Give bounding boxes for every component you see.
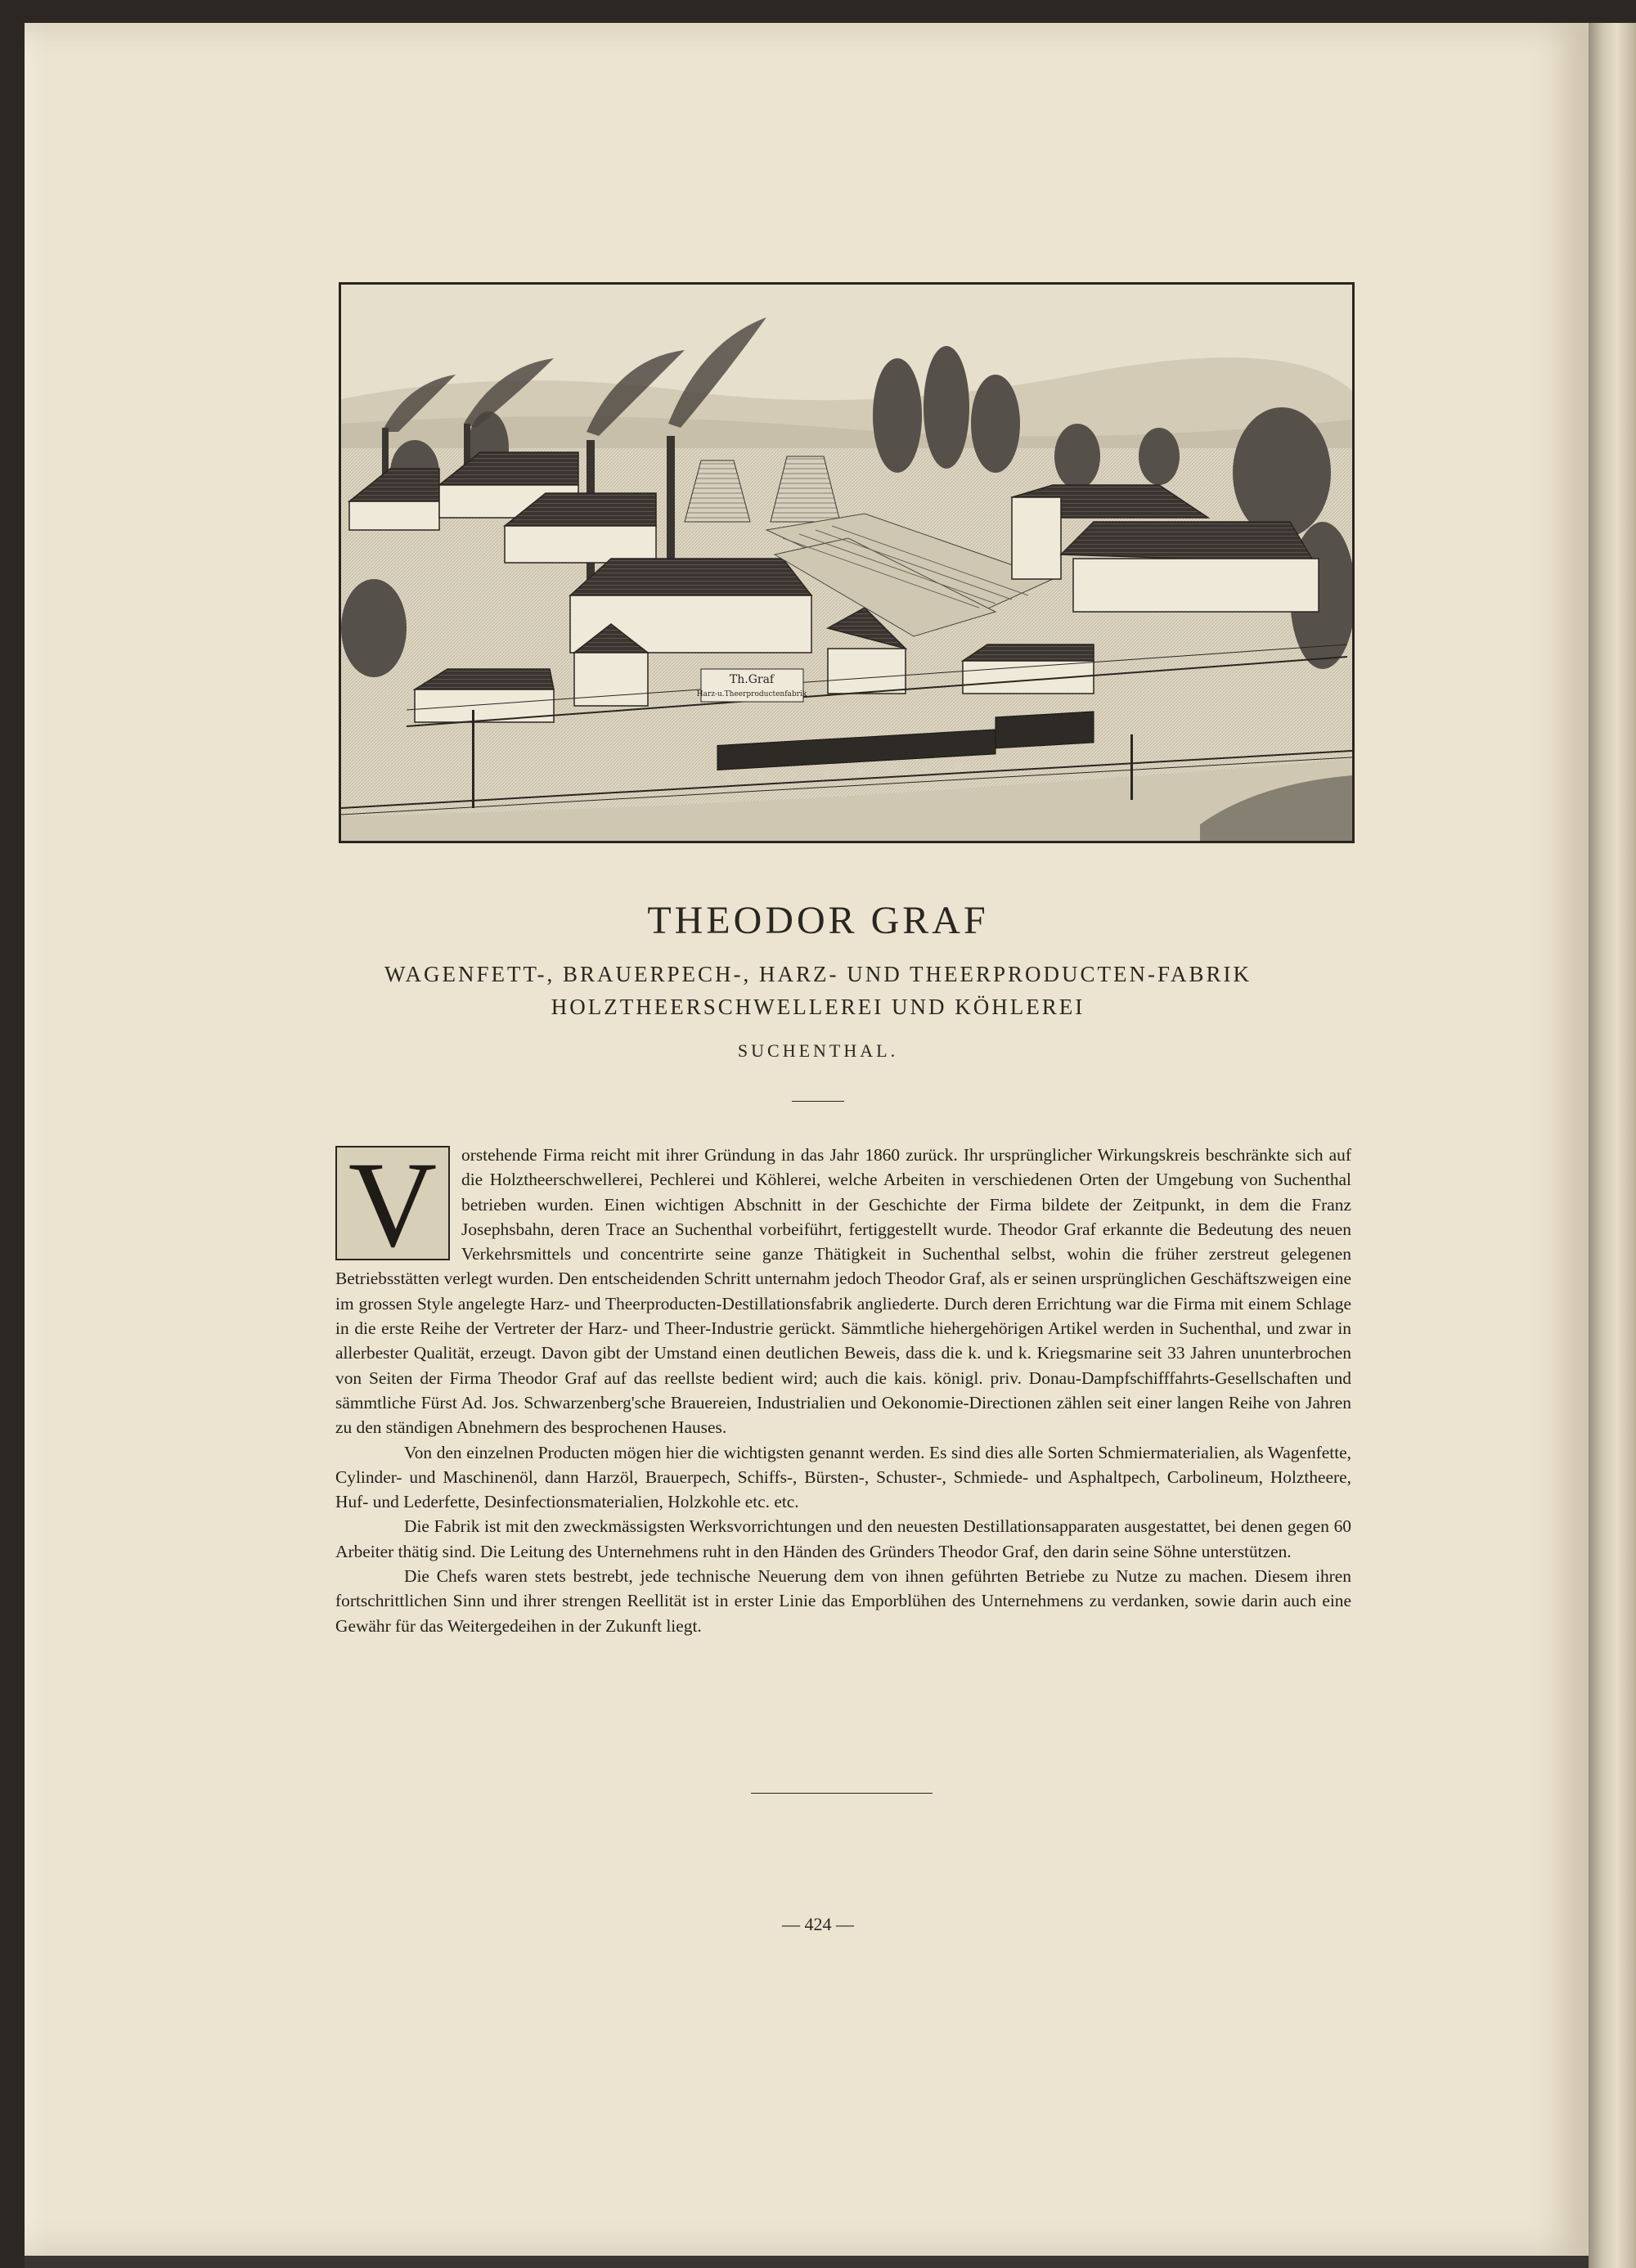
factory-sign-subtitle: Harz-u.Theerproductenfabrik	[696, 690, 807, 698]
initial-letter: V	[348, 1137, 438, 1273]
paragraph-3: Die Fabrik ist mit den zweckmässigsten Werksvorrichtungen und den neuesten Destillationsapparaten ausgestattet, bei denen gegen 60 Arbeiter thätig sind. Die Leitung des Unternehmens ruht in den Händen des Gründers Theodor Graf, den darin seine Söhne unterstützen.	[335, 1516, 1351, 1561]
paragraph-1	[335, 1137, 1351, 1440]
location: SUCHENTHAL.	[737, 1040, 899, 1061]
subtitle-line-1: WAGENFETT-, BRAUERPECH-, HARZ- UND THEERPRODUCTEN-FABRIK	[384, 962, 1252, 986]
end-rule	[751, 1793, 933, 1794]
page-title: THEODOR GRAF	[647, 899, 989, 942]
factory-engraving-drawing	[341, 285, 1352, 841]
factory-sign-name: Th.Graf	[729, 673, 775, 686]
scan-background-top	[0, 0, 1636, 23]
article-body	[335, 1137, 1351, 1638]
paragraph-2: Von den einzelnen Producten mögen hier die wichtigsten genannt werden. Es sind dies alle Sorten Schmiermaterialien, als Wagenfette, Cylinder- und Maschinenöl, dann Harzöl, Brauerpech, Schiffs-, Bürsten-, Schuster-, Schmiede- und Asphaltpech, Carbolineum, Holztheere, Huf- und Lederfette, Desinfectionsmaterialien, Holzkohle etc. etc.	[335, 1442, 1351, 1512]
paragraph-1-text: orstehende Firma reicht mit ihrer Gründung in das Jahr 1860 zurück. Ihr ursprünglicher Wirkungskreis beschränkte sich auf die Holztheerschwellerei, Pechlerei und Köhlerei, welche Arbeiten in verschiedenen Orten der Umgebung von Suchenthal betrieben wurden. Einen wichtigen Abschnitt in der Geschichte der Firma bildete der Zeitpunkt, in dem die Franz Josephsbahn, deren Trace an Suchenthal vorbeiführt, fertiggestellt wurde. Theodor Graf erkannte die Bedeutung des neuen Verkehrsmittels und concentrirte seine ganze Thätigkeit in Suchenthal selbst, wohin die früher zerstreut gelegenen Betriebsstätten verlegt wurden. Den entscheidenden Schritt unternahm jedoch Theodor Graf, als er seinen ursprünglichen Geschäftszweigen eine im grossen Style angelegte Harz- und Theerproducten-Destillationsfabrik angliederte. Durch deren Errichtung war die Firma mit einem Schlage in die erste Reihe der Vertreter der Harz- und Theer-Industrie gerückt. Sämmtliche hiehergehörigen Artikel werden in Suchenthal, und zwar in allerbester Qualität, erzeugt. Davon gibt der Umstand einen deutlichen Beweis, dass die k. und k. Kriegsmarine seit 33 Jahren ununterbrochen von Seiten der Firma Theodor Graf auf das reellste bedient wird; auch die kais. königl. priv. Donau-Dampfschifffahrts-Gesellschaften und sämmtliche Fürst Ad. Jos. Schwarzenberg'sche Brauereien, Industrialien und Oekonomie-Directionen zählen seit einer langen Reihe von Jahren zu den ständigen Abnehmern des besprochenen Hauses.	[335, 1145, 1351, 1438]
ornamental-initial	[335, 1137, 450, 1273]
title-divider	[792, 1101, 844, 1102]
page-number: — 424 —	[782, 1914, 854, 1934]
paragraph-4: Die Chefs waren stets bestrebt, jede technische Neuerung dem von ihnen geführten Betriebe zu Nutze zu machen. Diesem ihren fortschrittlichen Sinn und ihrer strengen Reellität ist in erster Linie das Emporblühen des Unternehmens zu verdanken, sowie darin auch eine Gewähr für das Weitergedeihen in der Zukunft liegt.	[335, 1566, 1351, 1636]
subtitle-line-2: HOLZTHEERSCHWELLEREI UND KÖHLEREI	[551, 995, 1085, 1019]
factory-engraving	[339, 282, 1355, 843]
